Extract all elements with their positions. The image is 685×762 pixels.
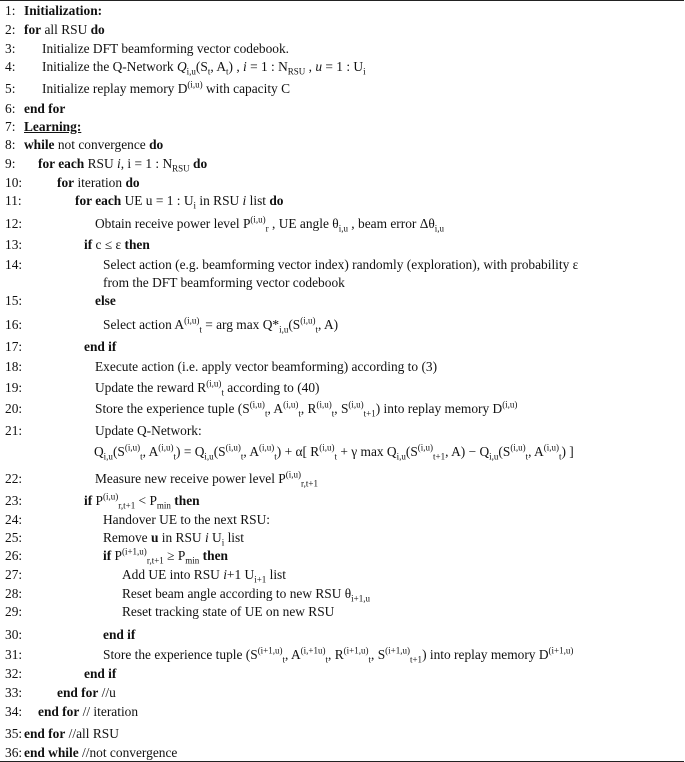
token: Store the experience tuple (S (95, 401, 250, 416)
token: for (24, 22, 42, 37)
token: (i,u) (348, 399, 364, 410)
token: not convergence (54, 137, 150, 152)
token: , S (371, 647, 386, 662)
token: Initialize the Q-Network (42, 59, 177, 74)
token: (i+1,u) (121, 546, 147, 557)
line-number: 10: (5, 175, 23, 190)
algorithm-line (5, 471, 318, 487)
token: then (202, 548, 228, 563)
token: , A (210, 59, 226, 74)
token: in RSU (196, 193, 243, 208)
token: r,t+1 (118, 500, 136, 511)
token: , A (528, 444, 544, 459)
line-text (24, 604, 334, 619)
token: , A (243, 444, 260, 459)
line-number: 14: (5, 257, 23, 272)
line-text (24, 645, 574, 665)
line-text (24, 41, 289, 56)
token: else (95, 293, 116, 308)
token: min (156, 500, 171, 511)
token: ) into replay memory D (375, 401, 503, 416)
token: i (116, 156, 121, 171)
line-number: 5: (5, 81, 16, 96)
algorithm-line (5, 493, 200, 509)
algorithm-line (5, 704, 138, 720)
algorithm-line (5, 666, 116, 682)
token: (i,u) (249, 399, 265, 410)
line-number: 25: (5, 530, 23, 545)
token: (i+1,u) (385, 645, 410, 656)
line-text (24, 119, 81, 134)
line-number: 21: (5, 423, 23, 438)
token: t (226, 66, 229, 77)
token: P (92, 493, 103, 508)
algorithm-line (5, 339, 116, 355)
line-text (24, 101, 65, 116)
token: t (325, 654, 329, 665)
line-text (24, 567, 286, 585)
algorithm-line (5, 444, 574, 460)
line-number: 27: (5, 567, 23, 582)
token: , A (285, 647, 301, 662)
line-number: 3: (5, 41, 16, 56)
token: list (246, 193, 270, 208)
line-text (24, 704, 138, 719)
token: (i,u) (158, 442, 174, 453)
token: Execute action (i.e. apply vector beamforming) according to (3) (95, 359, 438, 374)
token: //u (98, 685, 116, 700)
token: (i+1,u) (548, 645, 574, 656)
token: do (193, 156, 208, 171)
token: (i,u) (206, 378, 222, 389)
line-text (24, 666, 116, 681)
token: (i,u) (316, 399, 332, 410)
token: +1 U (226, 567, 255, 582)
algorithm-line (5, 275, 345, 291)
algorithm-line (5, 216, 444, 232)
line-text (24, 214, 444, 234)
token: ) ] (561, 444, 574, 459)
token: from the DFT beamforming vector codebook (103, 275, 345, 290)
algorithm-line (5, 530, 244, 546)
token: min (185, 555, 200, 566)
token: t+1 (363, 408, 376, 419)
line-number: 24: (5, 512, 23, 527)
token: (i+1,u) (257, 645, 283, 656)
line-number: 20: (5, 401, 23, 416)
token: t (558, 451, 562, 462)
token: (i,u) (283, 399, 299, 410)
line-number: 33: (5, 685, 23, 700)
token: Initialize replay memory D (42, 81, 188, 96)
token: t (240, 451, 244, 462)
token: (i,u) (187, 79, 203, 90)
line-number: 29: (5, 604, 23, 619)
algorithm-line (5, 604, 334, 620)
line-number: 1: (5, 3, 16, 18)
line-text (24, 745, 177, 760)
token: P (111, 548, 122, 563)
algorithm-line (5, 627, 135, 643)
line-number: 18: (5, 359, 23, 374)
token: (i,u) (250, 214, 266, 225)
token: < P (135, 493, 157, 508)
token: , UE angle θ (268, 216, 339, 231)
token: Update the reward R (95, 380, 207, 395)
algorithm-line (5, 359, 437, 375)
token: end while (24, 745, 79, 760)
token: (S (195, 59, 208, 74)
token: i,u (186, 66, 196, 77)
token: (i,u) (543, 442, 559, 453)
token: Q (176, 59, 187, 74)
algorithm-line (5, 193, 284, 209)
line-text (24, 275, 345, 290)
line-text (24, 293, 116, 308)
line-number: 28: (5, 586, 23, 601)
token: (i,u) (319, 442, 335, 453)
token: if (84, 493, 93, 508)
token: (i,u) (225, 442, 241, 453)
token: do (269, 193, 284, 208)
line-text (24, 137, 163, 152)
token: end for (24, 101, 66, 116)
token: (i,u) (417, 442, 434, 453)
token: t (525, 451, 529, 462)
token: t (274, 451, 277, 462)
token: RSU (84, 156, 117, 171)
token: i,u (338, 223, 348, 234)
token: i,u (434, 223, 444, 234)
token: while (24, 137, 55, 152)
line-text (24, 237, 150, 252)
token: if (84, 237, 93, 252)
token: i (221, 537, 225, 548)
line-text (24, 491, 200, 511)
line-text (24, 627, 135, 642)
token: r,t+1 (300, 478, 318, 489)
line-text (24, 22, 105, 37)
token: then (124, 237, 150, 252)
token: (S (213, 444, 226, 459)
token: t (334, 451, 338, 462)
token: with capacity C (202, 81, 291, 96)
token: i,u (204, 451, 214, 462)
token: (S (288, 317, 301, 332)
line-text (24, 156, 208, 174)
line-text (24, 512, 270, 527)
token: t (140, 451, 143, 462)
token: t (282, 654, 286, 665)
token: t (315, 324, 319, 335)
token: Reset tracking state of UE on new RSU (122, 604, 335, 619)
line-text (24, 546, 228, 566)
token: all RSU (41, 22, 91, 37)
token: do (90, 22, 105, 37)
token: i (193, 200, 197, 211)
token: //all RSU (65, 726, 119, 741)
line-number: 9: (5, 156, 16, 171)
token: Reset beam angle according to new RSU θ (122, 586, 352, 601)
token: end for (24, 726, 66, 741)
token: (i+1,u) (343, 645, 369, 656)
token: Handover UE to the next RSU: (103, 512, 270, 527)
token: ) into replay memory D (422, 647, 549, 662)
token: U (208, 530, 222, 545)
algorithm-line (5, 685, 116, 701)
token: , R (300, 401, 317, 416)
token: in RSU (158, 530, 205, 545)
line-text (24, 193, 284, 211)
algorithm-line (5, 81, 290, 97)
line-number: 12: (5, 216, 23, 231)
token: i (242, 193, 247, 208)
token: end for (57, 685, 99, 700)
token: for each (75, 193, 122, 208)
line-number: 4: (5, 59, 16, 74)
line-text (24, 81, 290, 96)
token: = arg max Q* (201, 317, 280, 332)
token: (S (498, 444, 511, 459)
token: , beam error Δθ (347, 216, 435, 231)
algorithm-line (5, 59, 366, 75)
token: ) , (228, 59, 244, 74)
token: RSU (172, 163, 190, 174)
token: , A) − Q (445, 444, 490, 459)
algorithm-line (5, 380, 320, 396)
algorithm-line (5, 317, 338, 333)
line-text (24, 423, 202, 438)
algorithm-line (5, 137, 163, 153)
line-number: 32: (5, 666, 23, 681)
algorithm-line (5, 41, 289, 57)
token: for (57, 175, 75, 190)
token: Select action (e.g. beamforming vector index) randomly (exploration), with probability ε (103, 257, 579, 272)
token: , (305, 59, 316, 74)
line-text (24, 586, 370, 604)
token: , A (142, 444, 159, 459)
token: (i,u) (285, 469, 301, 480)
line-text (24, 442, 574, 462)
algorithm-line (5, 175, 140, 191)
line-number: 23: (5, 493, 23, 508)
line-number: 22: (5, 471, 23, 486)
token: (i,u) (259, 442, 275, 453)
token: = 1 : U (322, 59, 364, 74)
line-number: 15: (5, 293, 23, 308)
token: Select action A (103, 317, 185, 332)
token: i,u (103, 451, 113, 462)
token: end if (103, 627, 136, 642)
line-number: 30: (5, 627, 23, 642)
algorithm-line (5, 423, 202, 439)
token: t+1 (409, 654, 423, 665)
line-number: 2: (5, 22, 16, 37)
algorithm-line (5, 22, 105, 38)
line-number: 11: (5, 193, 22, 208)
algorithm-line (5, 745, 177, 761)
line-number: 35: (5, 726, 23, 741)
line-number: 17: (5, 339, 23, 354)
line-number: 19: (5, 380, 23, 395)
token: Learning: (24, 119, 82, 134)
token: if (103, 548, 112, 563)
token: c ≤ ε (92, 237, 125, 252)
algorithm-line (5, 726, 119, 742)
line-text (24, 378, 320, 398)
line-number: 7: (5, 119, 16, 134)
token: i (223, 567, 227, 582)
token: ) + α[ R (276, 444, 320, 459)
token: RSU (287, 66, 306, 77)
token: (i,u) (124, 442, 141, 453)
token: , R (328, 647, 344, 662)
token: Q (94, 444, 104, 459)
algorithm-line (5, 3, 102, 19)
algorithm-line (5, 293, 116, 309)
algorithm-line (5, 237, 150, 253)
token: according to (40) (223, 380, 320, 395)
line-text (24, 530, 244, 548)
token: t (199, 324, 202, 335)
line-number: 34: (5, 704, 23, 719)
line-text (24, 469, 318, 489)
token: t (173, 451, 177, 462)
line-number: 36: (5, 745, 23, 760)
algorithm-line (5, 401, 517, 417)
token: t (368, 654, 371, 665)
line-text (24, 257, 578, 272)
token: ≥ P (163, 548, 186, 563)
line-number: 31: (5, 647, 23, 662)
token: t (207, 66, 211, 77)
algorithm-line (5, 548, 228, 564)
token: (i,u) (184, 315, 200, 326)
token: + γ max Q (337, 444, 397, 459)
token: t (264, 408, 268, 419)
line-number: 26: (5, 548, 23, 563)
token: Remove (103, 530, 151, 545)
algorithm-line (5, 567, 286, 583)
token: u (150, 530, 159, 545)
token: Add UE into RSU (122, 567, 224, 582)
token: UE u = 1 : U (121, 193, 194, 208)
token: (i,u) (510, 442, 526, 453)
line-text (24, 339, 116, 354)
algorithm-line (5, 156, 207, 172)
token: t (221, 387, 224, 398)
token: // iteration (79, 704, 139, 719)
token: list (224, 530, 244, 545)
token: then (174, 493, 200, 508)
line-text (24, 399, 518, 419)
line-number: 6: (5, 101, 16, 116)
token: Measure new receive power level P (95, 471, 286, 486)
token: , i = 1 : N (120, 156, 173, 171)
token: (i,+1u) (300, 645, 326, 656)
token: , A) (318, 317, 339, 332)
token: end if (84, 666, 117, 681)
token: i,u (279, 324, 289, 335)
token: Store the experience tuple (S (103, 647, 258, 662)
token: u (315, 59, 323, 74)
token: r (265, 223, 269, 234)
line-text (24, 685, 116, 700)
token: i+1,u (351, 593, 370, 604)
token: //not convergence (78, 745, 178, 760)
token: Obtain receive power level P (95, 216, 251, 231)
token: Initialize DFT beamforming vector codebook. (42, 41, 290, 56)
algorithm-line (5, 101, 65, 117)
token: i (243, 59, 247, 74)
token: i,u (489, 451, 499, 462)
algorithm-line (5, 647, 573, 663)
token: end for (38, 704, 80, 719)
line-text (24, 359, 437, 374)
line-text (24, 315, 339, 335)
token: t+1 (433, 451, 446, 462)
token: = 1 : N (246, 59, 288, 74)
line-text (24, 726, 119, 741)
token: (S (112, 444, 125, 459)
algorithm-line (5, 119, 81, 135)
token: r,t+1 (146, 555, 164, 566)
token: i (204, 530, 209, 545)
algorithm-line (5, 586, 370, 602)
token: , A (267, 401, 284, 416)
algorithm-line (5, 257, 578, 273)
token: (i,u) (300, 315, 316, 326)
token: i,u (396, 451, 406, 462)
token: t (298, 408, 301, 419)
algorithm-line (5, 512, 270, 528)
line-text (24, 3, 102, 18)
token: list (266, 567, 286, 582)
line-number: 13: (5, 237, 23, 252)
token: (S (405, 444, 418, 459)
token: Update Q-Network: (95, 423, 202, 438)
token: (i,u) (102, 491, 119, 502)
token: Initialization: (24, 3, 103, 18)
token: do (149, 137, 164, 152)
line-number: 8: (5, 137, 16, 152)
token: end if (84, 339, 117, 354)
token: (i,u) (502, 399, 518, 410)
token: i+1 (254, 574, 267, 585)
line-text (24, 59, 366, 77)
line-text (24, 175, 140, 190)
token: t (331, 408, 335, 419)
token: do (125, 175, 140, 190)
token: iteration (74, 175, 126, 190)
token: , S (334, 401, 349, 416)
token: i (363, 66, 366, 77)
line-number: 16: (5, 317, 23, 332)
token: ) = Q (176, 444, 205, 459)
token: for each (38, 156, 85, 171)
